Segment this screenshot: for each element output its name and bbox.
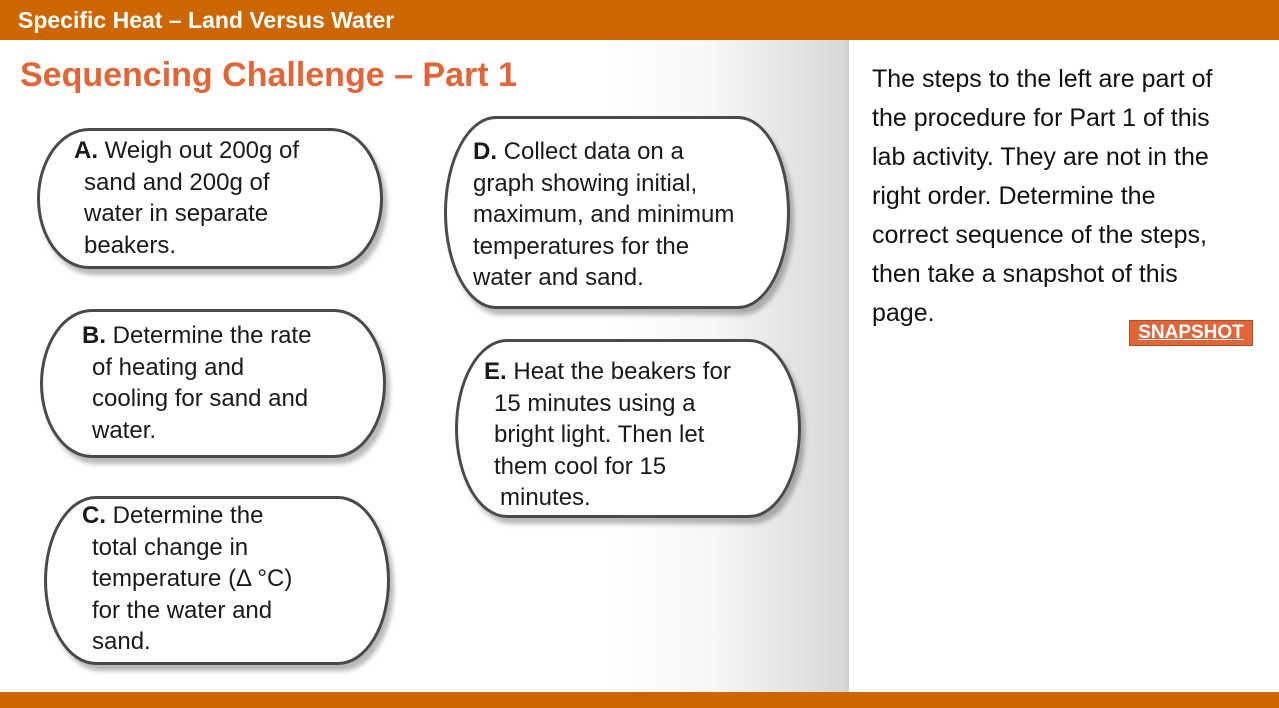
- step-line: graph showing initial,: [473, 169, 698, 197]
- step-line: Determine the: [112, 502, 264, 529]
- instructions-line: the procedure for Part 1 of this: [872, 104, 1210, 132]
- panel-divider: [846, 40, 849, 692]
- step-line: Heat the beakers for: [513, 358, 731, 385]
- step-line: bright light. Then let: [494, 421, 705, 448]
- instructions-line: lab activity. They are not in the: [872, 143, 1209, 171]
- footer-bar: [0, 692, 1279, 708]
- step-line: temperatures for the: [473, 232, 690, 260]
- step-card-a[interactable]: [37, 128, 383, 269]
- instructions-line: then take a snapshot of this: [872, 260, 1178, 288]
- step-line: Collect data on a: [503, 138, 684, 165]
- snapshot-button[interactable]: SNAPSHOT: [1129, 320, 1253, 346]
- step-card-b[interactable]: [40, 309, 386, 458]
- step-line: of heating and: [92, 353, 245, 381]
- step-card-c[interactable]: [44, 496, 390, 665]
- step-line: 15 minutes using a: [494, 389, 696, 417]
- instructions-line: right order. Determine the: [872, 182, 1156, 210]
- step-text: [82, 500, 292, 658]
- step-line: water in separate: [84, 200, 269, 227]
- step-text: [484, 356, 731, 514]
- step-line: water.: [92, 416, 157, 444]
- step-card-d[interactable]: [444, 116, 790, 309]
- instructions-line: The steps to the left are part of: [872, 65, 1213, 93]
- step-line: beakers.: [84, 231, 177, 259]
- step-line: maximum, and minimum: [473, 201, 735, 228]
- step-line: for the water and: [92, 596, 273, 624]
- step-line: total change in: [92, 533, 249, 561]
- header-bar: [0, 0, 1279, 40]
- step-letter: E.: [484, 358, 507, 385]
- step-letter: D.: [473, 138, 497, 165]
- instructions-line: correct sequence of the steps,: [872, 221, 1207, 249]
- instructions-line: page.: [872, 299, 935, 327]
- step-line: sand and 200g of: [84, 168, 270, 196]
- step-line: sand.: [92, 628, 151, 655]
- step-text: [82, 320, 311, 446]
- step-text: [473, 136, 734, 294]
- step-text: [74, 135, 299, 261]
- step-letter: C.: [82, 502, 106, 529]
- step-letter: B.: [82, 322, 106, 349]
- instructions-text: [872, 60, 1274, 333]
- page-title: Sequencing Challenge – Part 1: [20, 56, 517, 94]
- step-line: temperature (Δ °C): [92, 565, 293, 592]
- step-line: water and sand.: [473, 264, 644, 291]
- step-line: minutes.: [500, 484, 591, 511]
- course-title: Specific Heat – Land Versus Water: [18, 7, 395, 33]
- step-line: them cool for 15: [494, 452, 667, 480]
- step-line: cooling for sand and: [92, 385, 309, 412]
- step-line: Determine the rate: [112, 322, 312, 349]
- step-line: Weigh out 200g of: [104, 137, 300, 164]
- step-card-e[interactable]: [455, 339, 801, 518]
- step-letter: A.: [74, 137, 98, 164]
